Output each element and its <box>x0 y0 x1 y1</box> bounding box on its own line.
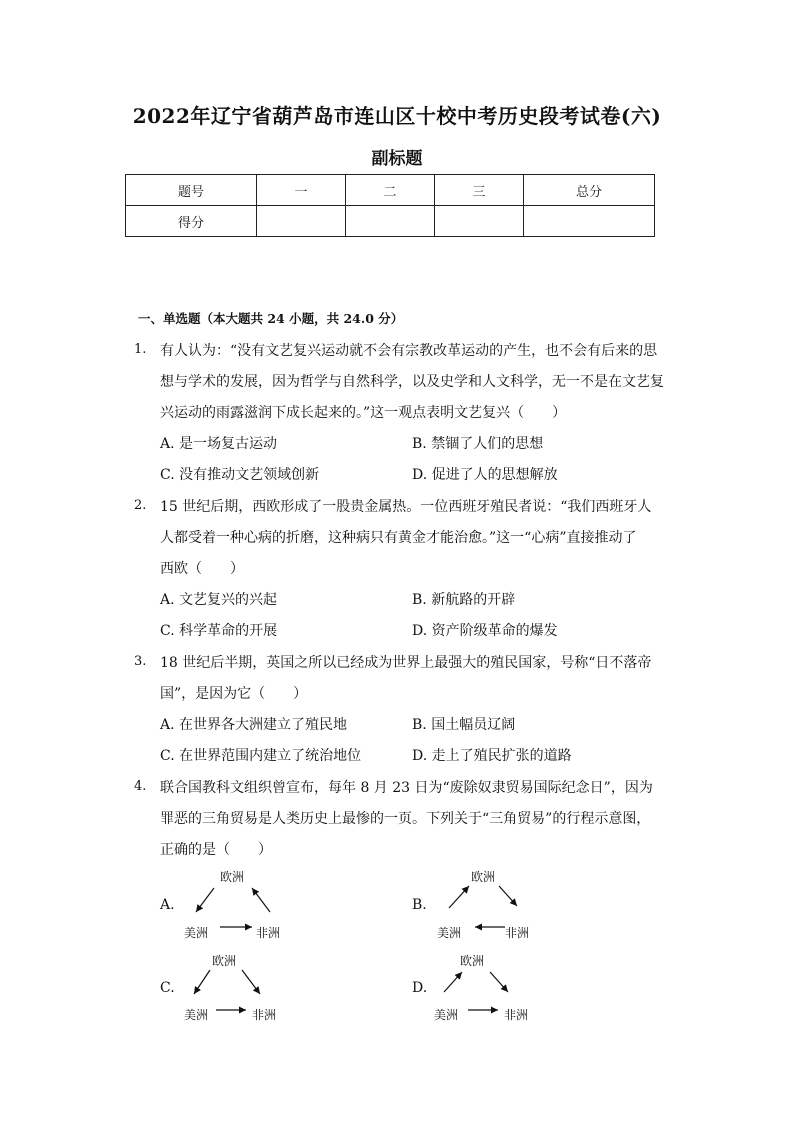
label-america: 美洲 <box>437 926 462 940</box>
option-d[interactable]: D. <box>412 980 428 996</box>
option-a[interactable]: A. 在世界各大洲建立了殖民地 <box>160 717 348 733</box>
triangle-trade-diagram-c <box>180 952 320 1027</box>
label-europe: 欧洲 <box>220 870 245 884</box>
exam-title: 2022年辽宁省葫芦岛市连山区十校中考历史段考试卷(六) <box>132 104 662 128</box>
question-text-line: 有人认为：“没有文艺复兴运动就不会有宗教改革运动的产生，也不会有后来的思 <box>160 343 658 359</box>
option-d[interactable]: D. 走上了殖民扩张的道路 <box>412 748 572 764</box>
question-text-line: 想与学术的发展，因为哲学与自然科学，以及史学和人文科学，无一不是在文艺复 <box>160 374 664 390</box>
question-text-line: 18 世纪后半期，英国之所以已经成为世界上最强大的殖民国家，号称“日不落帝 <box>160 655 652 671</box>
score-header-cell: 一 <box>257 175 346 206</box>
score-row-label: 得分 <box>126 206 257 237</box>
question-text-line: 罪恶的三角贸易是人类历史上最惨的一页。下列关于“三角贸易”的行程示意图， <box>160 811 651 827</box>
option-a[interactable]: A. 是一场复古运动 <box>160 436 278 452</box>
score-header-cell: 二 <box>346 175 435 206</box>
label-america: 美洲 <box>184 926 209 940</box>
question-number: 1. <box>134 342 147 357</box>
option-a[interactable]: A. <box>160 897 175 913</box>
score-header-cell: 总分 <box>524 175 655 206</box>
label-america: 美洲 <box>434 1008 459 1022</box>
label-africa: 非洲 <box>505 926 530 940</box>
option-d[interactable]: D. 促进了人的思想解放 <box>412 467 558 483</box>
option-a[interactable]: A. 文艺复兴的兴起 <box>160 592 278 608</box>
score-table <box>125 174 655 237</box>
score-cell <box>346 206 435 237</box>
label-europe: 欧洲 <box>471 870 496 884</box>
option-d[interactable]: D. 资产阶级革命的爆发 <box>412 623 558 639</box>
label-africa: 非洲 <box>252 1008 277 1022</box>
question-text-line: 人都受着一种心病的折磨，这种病只有黄金才能治愈。”这一“心病”直接推动了 <box>160 530 637 546</box>
question-text-line: 兴运动的雨露滋润下成长起来的。”这一观点表明文艺复兴（ ） <box>160 405 567 421</box>
option-b[interactable]: B. 新航路的开辟 <box>412 592 516 608</box>
score-cell <box>257 206 346 237</box>
option-c[interactable]: C. 没有推动文艺领域创新 <box>160 467 320 483</box>
question-text-line: 西欧（ ） <box>160 561 244 577</box>
label-africa: 非洲 <box>504 1008 529 1022</box>
label-europe: 欧洲 <box>212 954 237 968</box>
triangle-trade-diagram-a <box>180 868 320 943</box>
option-b[interactable]: B. <box>412 897 427 913</box>
question-number: 2. <box>134 498 147 513</box>
score-table-score-row <box>126 206 655 237</box>
option-b[interactable]: B. 禁锢了人们的思想 <box>412 436 544 452</box>
score-table-header-row <box>126 175 655 206</box>
label-america: 美洲 <box>184 1008 209 1022</box>
question-number: 3. <box>134 654 147 669</box>
triangle-trade-diagram-b <box>435 868 575 943</box>
question-number: 4. <box>134 779 147 794</box>
score-cell <box>524 206 655 237</box>
triangle-trade-diagram-d <box>432 952 572 1027</box>
option-c[interactable]: C. 科学革命的开展 <box>160 623 278 639</box>
exam-subtitle: 副标题 <box>371 149 423 169</box>
option-b[interactable]: B. 国土幅员辽阔 <box>412 717 516 733</box>
option-c[interactable]: C. <box>160 980 175 996</box>
label-europe: 欧洲 <box>460 954 485 968</box>
score-header-cell: 三 <box>435 175 524 206</box>
question-text-line: 15 世纪后期，西欧形成了一股贵金属热。一位西班牙殖民者说：“我们西班牙人 <box>160 499 652 515</box>
question-text-line: 联合国教科文组织曾宣布，每年 8 月 23 日为“废除奴隶贸易国际纪念日”，因为 <box>160 780 653 796</box>
option-c[interactable]: C. 在世界范围内建立了统治地位 <box>160 748 362 764</box>
question-text-line: 国”，是因为它（ ） <box>160 686 308 702</box>
label-africa: 非洲 <box>256 926 281 940</box>
section-heading: 一、单选题（本大题共 24 小题，共 24.0 分） <box>138 311 404 326</box>
question-text-line: 正确的是（ ） <box>160 842 272 858</box>
score-cell <box>435 206 524 237</box>
score-header-cell: 题号 <box>126 175 257 206</box>
